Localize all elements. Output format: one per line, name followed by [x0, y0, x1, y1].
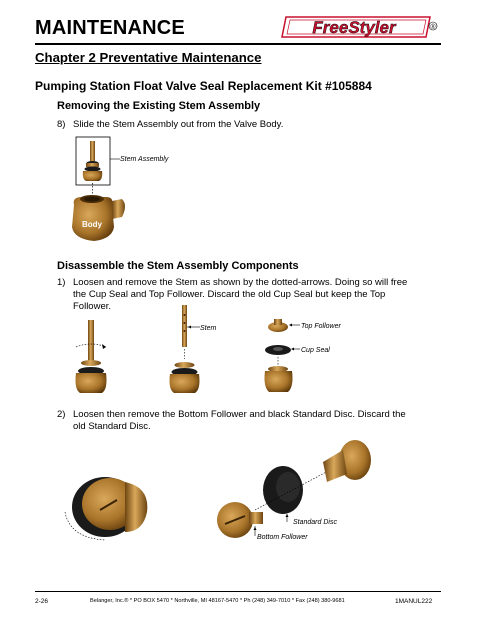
callout-stem: Stem: [200, 325, 217, 332]
callout-top-follower: Top Follower: [301, 323, 341, 330]
footer-page-number: 2-26: [35, 598, 49, 605]
step-1: [57, 277, 408, 312]
header-rule: [35, 43, 441, 45]
callout-stem-assembly: Stem Assembly: [120, 156, 169, 163]
assembly-exploded: [265, 319, 342, 392]
callout-standard-disc: Standard Disc: [293, 519, 337, 526]
footer-manual-code: 1MANUL222: [395, 598, 433, 605]
figure-bottom-follower-removal: [55, 432, 375, 552]
follower-closeup: [65, 477, 147, 540]
step-text: Loosen and remove the Stem as shown by the dotted-arrows. Doing so will free the Cup Seal and Top Follower. Discard the old Cup Seal but keep the Top Follower.: [73, 277, 408, 312]
valve-body-outlet: [112, 199, 125, 219]
figure-stem-assembly-removal: [60, 135, 200, 255]
assembly-rotating: [76, 320, 107, 393]
kit-title: Pumping Station Float Valve Seal Replacement Kit #105884: [35, 79, 372, 93]
footer-company-info: Belanger, Inc.® * PO BOX 5470 * Northville, MI 48167-5470 * Ph (248) 349-7010 * Fax (248) 380-9681: [90, 598, 345, 604]
freestyler-logo: [280, 13, 440, 41]
valve-body: [72, 197, 114, 241]
follower-top-right: [323, 440, 371, 482]
step-number: 1): [57, 277, 66, 288]
callout-cup-seal: Cup Seal: [301, 347, 330, 354]
bottom-follower: [83, 171, 102, 181]
step-8: [57, 119, 407, 131]
chapter-title: Chapter 2 Preventative Maintenance: [35, 50, 262, 65]
step-text: Loosen then remove the Bottom Follower and black Standard Disc. Discard the old Standard Disc.: [73, 409, 406, 432]
stem-rod: [182, 305, 187, 347]
section-heading-remove-stem: Removing the Existing Stem Assembly: [57, 100, 261, 112]
step-text: Slide the Stem Assembly out from the Valve Body.: [73, 119, 284, 130]
cup-seal: [85, 167, 101, 172]
section-heading-disassemble: Disassemble the Stem Assembly Components: [57, 260, 299, 272]
page-header-title: MAINTENANCE: [35, 17, 185, 39]
logo-registered-mark: ®: [430, 24, 436, 31]
figure-stem-disassembly: [60, 305, 360, 405]
step-number: 2): [57, 409, 66, 420]
callout-body: Body: [82, 220, 102, 229]
stem-rod: [90, 141, 95, 161]
step-number: 8): [57, 119, 66, 130]
assembly-stem-lifted: [170, 305, 217, 393]
step-2: [57, 409, 407, 432]
callout-bottom-follower: Bottom Follower: [257, 534, 308, 541]
logo-text: FreeStyler: [312, 18, 396, 37]
footer-rule: [35, 591, 441, 592]
